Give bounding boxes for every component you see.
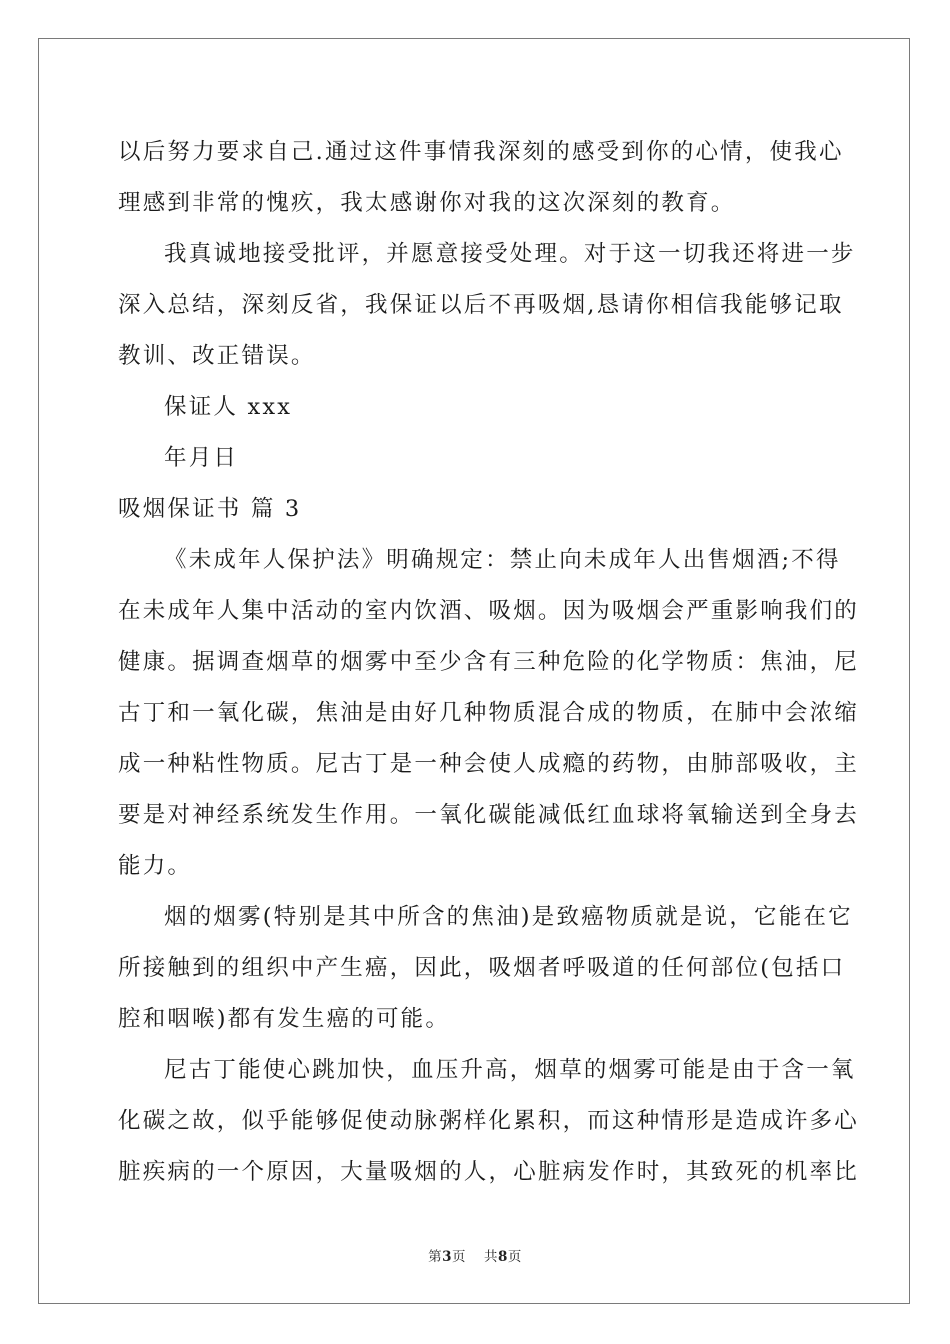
page-total: 8 xyxy=(498,1249,508,1265)
text-line: 保证人 xxx xyxy=(164,394,293,420)
page-number-label: 第3页 xyxy=(428,1249,466,1265)
text-line: 我真诚地接受批评，并愿意接受处理。对于这一切我还将进一步 xyxy=(164,241,856,267)
document-body xyxy=(118,127,860,1198)
text-line: 《未成年人保护法》明确规定：禁止向未成年人出售烟酒;不得 xyxy=(164,547,841,573)
text-line: 烟的烟雾(特别是其中所含的焦油)是致癌物质就是说，它能在它 xyxy=(164,904,853,930)
text-line: 在未成年人集中活动的室内饮酒、吸烟。因为吸烟会严重影响我们的 xyxy=(118,598,860,624)
text-line: 古丁和一氧化碳，焦油是由好几种物质混合成的物质，在肺中会浓缩 xyxy=(118,700,860,726)
text-line: 化碳之故，似乎能够促使动脉粥样化累积，而这种情形是造成许多心 xyxy=(118,1108,860,1134)
text-line: 能力。 xyxy=(118,853,193,879)
text-line: 尼古丁能使心跳加快，血压升高，烟草的烟雾可能是由于含一氧 xyxy=(164,1057,856,1083)
text-line: 健康。据调查烟草的烟雾中至少含有三种危险的化学物质：焦油，尼 xyxy=(118,649,860,675)
page-footer xyxy=(0,1245,950,1265)
text-line: 腔和咽喉)都有发生癌的可能。 xyxy=(118,1006,451,1032)
text-line: 成一种粘性物质。尼古丁是一种会使人成瘾的药物，由肺部吸收，主 xyxy=(118,751,860,777)
text-line: 所接触到的组织中产生癌，因此，吸烟者呼吸道的任何部位(包括口 xyxy=(118,955,846,981)
page-total-label: 共8页 xyxy=(484,1249,522,1265)
text-line: 年月日 xyxy=(164,445,239,471)
text-line: 要是对神经系统发生作用。一氧化碳能减低红血球将氧输送到全身去 xyxy=(118,802,860,828)
text-line: 吸烟保证书 篇 3 xyxy=(118,496,302,522)
text-line: 以后努力要求自己.通过这件事情我深刻的感受到你的心情，使我心 xyxy=(118,139,844,165)
page-current: 3 xyxy=(442,1249,452,1265)
text-line: 脏疾病的一个原因，大量吸烟的人，心脏病发作时，其致死的机率比 xyxy=(118,1159,860,1185)
text-line: 教训、改正错误。 xyxy=(118,343,316,369)
text-line: 理感到非常的愧疚，我太感谢你对我的这次深刻的教育。 xyxy=(118,190,736,216)
text-line: 深入总结，深刻反省，我保证以后不再吸烟,恳请你相信我能够记取 xyxy=(118,292,844,318)
